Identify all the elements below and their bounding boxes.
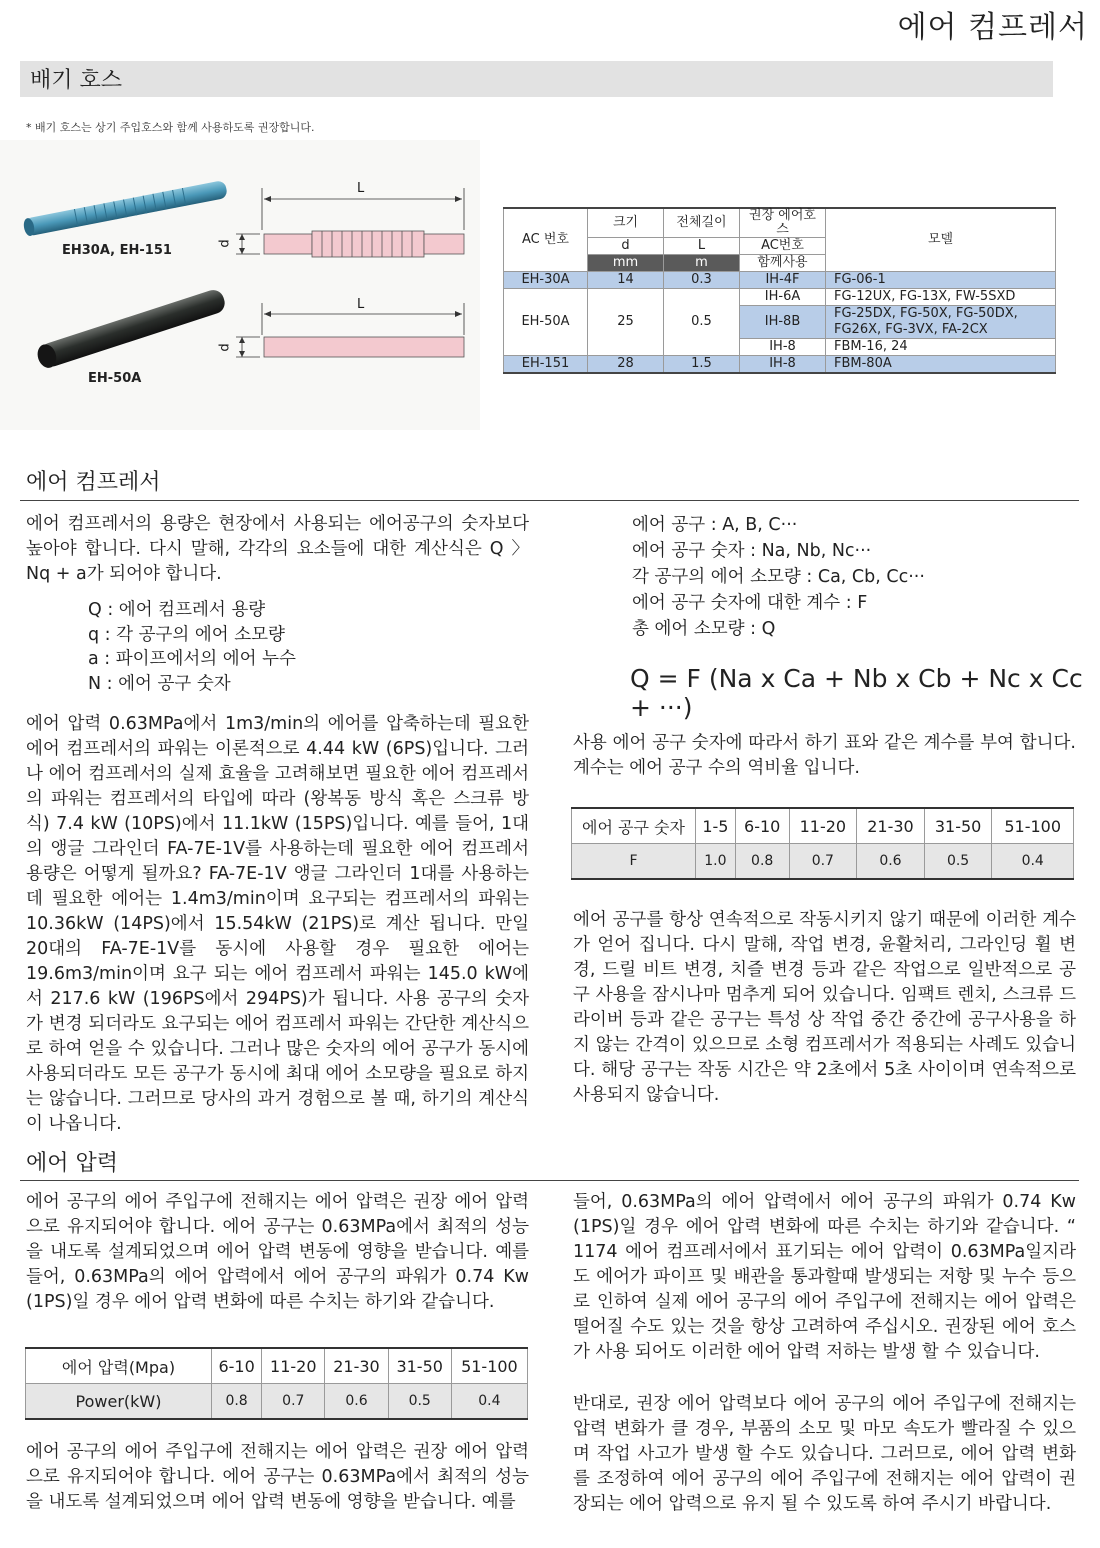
th-length: 전체길이 bbox=[664, 208, 740, 238]
coef-cell: 0.4 bbox=[992, 844, 1074, 880]
compressor-body: 에어 압력 0.63MPa에서 1m3/min의 에어를 압축하는데 필요한 에어 컴프레서의 파워는 이론적으로 4.44 kW (6PS)입니다. 그러나 에어 컴프레서의 실제 효율을 고려해보면 필요한 에어 컴프레서의 파워는 컴프레서의 타입에 따라 (왕복동 방식 혹은 스크류 방식) 7.4 kW (10PS)에서 11.1kW (15PS)입니다. 예를 들어, 1대의 앵글 그라인더 FA-7E-1V를 사용하는데 필요한 에어 컴프레서 용량은 어떻게 될까요? FA-7E-1V 앵글 그라인더 1대를 사용하는데 필요한 에어는 1.4m3/min이며 요구되는 컴프레서의 파워는 10.36kW (14PS)에서 15.54kW (21PS)로 계산 됩니다. 만일 20대의 FA-7E-1V를 동시에 사용할 경우 필요한 에어는 19.6m3/min이며 요구 되는 에어 컴프레서 파워는 145.0 kW에서 217.6 kW (196PS에서 294PS)가 됩니다. 사용 공구의 숫자가 변경 되더라도 요구되는 에어 컴프레서 파워는 간단한 계산식으로 하여 얻을 수 있습니다. 그러나 많은 숫자의 에어 공구가 동시에 사용되더라도 모든 공구가 동시에 최대 에어 소모량을 필요로 하지는 않습니다. 그러므로 당사의 과거 경험으로 볼 때, 하기의 계산식이 나옵니다. bbox=[26, 714, 529, 1134]
cell-ac: EH-151 bbox=[504, 356, 588, 374]
cell-hose: IH-6A bbox=[740, 289, 826, 306]
th-size-symbol: d bbox=[588, 238, 664, 255]
section-title-bar bbox=[20, 61, 1053, 97]
diagram-length-label: L bbox=[357, 181, 365, 196]
coef-row-label: F bbox=[572, 844, 696, 880]
cell-l: 1.5 bbox=[664, 356, 740, 374]
cell-ac: EH-50A bbox=[504, 289, 588, 356]
cell-model: FBM-16, 24 bbox=[826, 339, 1056, 356]
cell-model: FG-06-1 bbox=[826, 272, 1056, 289]
definition-item: Q : 에어 컴프레서 용량 bbox=[88, 600, 266, 620]
pressure-divider bbox=[20, 1180, 1079, 1181]
hose-caption-eh30a: EH30A, EH-151 bbox=[62, 243, 172, 258]
hose-photo-eh50a bbox=[28, 285, 233, 370]
pressure-head-cell: 21-30 bbox=[325, 1348, 388, 1384]
table-row bbox=[504, 289, 1056, 306]
compressor-divider bbox=[20, 500, 1079, 501]
coef-head-cell: 11-20 bbox=[789, 808, 857, 844]
pressure-paragraph-2: 에어 공구의 에어 주입구에 전해지는 에어 압력은 권장 에어 압력으로 유지되어야 합니다. 에어 공구는 0.63MPa에서 최적의 성능을 내도록 설계되었으며 에어 압력 변동에 영향을 받습니다. 예를 bbox=[26, 1442, 529, 1512]
cell-model: FG-12UX, FG-13X, FW-5SXD bbox=[826, 289, 1056, 306]
th-length-unit: m bbox=[664, 255, 740, 272]
coef-head-cell: 6-10 bbox=[735, 808, 789, 844]
pressure-paragraph-1: 에어 공구의 에어 주입구에 전해지는 에어 압력은 권장 에어 압력으로 유지되어야 합니다. 에어 공구는 0.63MPa에서 최적의 성능을 내도록 설계되었으며 에어 압력 변동에 영향을 받습니다. 예를들어, 0.63MPa의 에어 압력에서 에어 공구의 파워가 0.74 Kw (1PS)일 경우 에어 압력 변화에 따른 수치는 하기와 같습니다. bbox=[26, 1192, 529, 1312]
cell-model: FBM-80A bbox=[826, 356, 1056, 374]
coef-head-cell: 1-5 bbox=[696, 808, 736, 844]
coefficient-table bbox=[571, 807, 1074, 880]
cell-hose: IH-8 bbox=[740, 339, 826, 356]
th-length-symbol: L bbox=[664, 238, 740, 255]
diagram-length-label-2: L bbox=[357, 297, 365, 312]
cell-l: 0.3 bbox=[664, 272, 740, 289]
variable-item: 각 공구의 에어 소모량 : Ca, Cb, Cc··· bbox=[632, 567, 925, 587]
th-model: 모델 bbox=[826, 208, 1056, 272]
coef-cell: 1.0 bbox=[696, 844, 736, 880]
definition-item: a : 파이프에서의 에어 누수 bbox=[88, 649, 296, 669]
variable-list bbox=[632, 512, 925, 642]
hose-section-title: 배기 호스 bbox=[30, 68, 123, 93]
variable-item: 총 에어 소모량 : Q bbox=[632, 619, 776, 639]
pressure-row-label: Power(kW) bbox=[26, 1384, 212, 1420]
table-row bbox=[504, 356, 1056, 374]
coef-head-cell: 31-50 bbox=[924, 808, 992, 844]
pressure-paragraph-4: 반대로, 권장 에어 압력보다 에어 공구의 에어 주입구에 전해지는 압력 변화가 클 경우, 부품의 소모 및 마모 속도가 빨라질 수 있으며 작업 사고가 발생 할 수도 있습니다. 그러므로, 에어 압력 변화를 조정하여 에어 공구의 에어 주입구에 전해지는 에어 압력이 권장되는 에어 압력으로 유지 될 수 있도록 하여 주시기 바랍니다. bbox=[573, 1394, 1076, 1514]
cell-l: 0.5 bbox=[664, 289, 740, 356]
cell-ac: EH-30A bbox=[504, 272, 588, 289]
table-row bbox=[504, 272, 1056, 289]
hose-caption-eh50a: EH-50A bbox=[88, 371, 142, 386]
coef-head-cell: 21-30 bbox=[857, 808, 925, 844]
pressure-cell: 0.4 bbox=[451, 1384, 527, 1420]
pressure-head-cell: 6-10 bbox=[212, 1348, 262, 1384]
pressure-cell: 0.7 bbox=[262, 1384, 325, 1420]
compressor-intro: 에어 컴프레서의 용량은 현장에서 사용되는 에어공구의 숫자보다 높아야 합니다. 다시 말해, 각각의 요소들에 대한 계산식은 Q 〉 Nq + a가 되어야 합니다. bbox=[26, 514, 529, 584]
cell-d: 25 bbox=[588, 289, 664, 356]
cell-hose: IH-8 bbox=[740, 356, 826, 374]
hose-diagram-eh50a bbox=[222, 295, 477, 375]
variable-item: 에어 공구 : A, B, C··· bbox=[632, 515, 798, 535]
coef-cell: 0.7 bbox=[789, 844, 857, 880]
cell-hose: IH-4F bbox=[740, 272, 826, 289]
pressure-paragraph-3: 들어, 0.63MPa의 에어 압력에서 에어 공구의 파워가 0.74 Kw (1PS)일 경우 에어 압력 변화에 따른 수치는 하기와 같습니다. “ 1174 에어 컴프레서에서 표기되는 에어 압력이 0.63MPa일지라도 에어가 파이프 및 배관을 통과할때 발생되는 저항 및 누수 등으로 인하여 실제 에어 공구의 에어 주입구에 전해지는 에어 압력은 떨어질 수도 있는 것을 항상 고려하여 주십시오. 권장된 에어 호스가 사용 되어도 이러한 에어 압력 저하는 발생 할 수 있습니다. bbox=[573, 1192, 1076, 1362]
compressor-definitions bbox=[88, 598, 296, 696]
consumption-formula: Q = F (Na x Ca + Nb x Cb + Nc x Cc + ···) bbox=[630, 664, 1083, 722]
th-rec-1: 권장 에어호스 bbox=[740, 208, 826, 238]
diagram-diameter-label: d bbox=[217, 239, 233, 248]
compressor-heading: 에어 컴프레서 bbox=[26, 470, 161, 495]
variable-item: 에어 공구 숫자에 대한 계수 : F bbox=[632, 593, 868, 613]
page-title: 에어 컴프레서 bbox=[897, 10, 1088, 45]
diagram-diameter-label-2: d bbox=[217, 343, 233, 352]
variable-item: 에어 공구 숫자 : Na, Nb, Nc··· bbox=[632, 541, 872, 561]
pressure-cell: 0.5 bbox=[388, 1384, 451, 1420]
definition-item: q : 각 공구의 에어 소모량 bbox=[88, 624, 285, 645]
cell-model-line-1: FG-25DX, FG-50X, FG-50DX, bbox=[834, 306, 1018, 321]
cell-hose: IH-8B bbox=[740, 306, 826, 339]
th-size-unit: mm bbox=[588, 255, 664, 272]
coef-head-cell: 51-100 bbox=[992, 808, 1074, 844]
definition-item: N : 에어 공구 숫자 bbox=[88, 673, 231, 694]
hose-note: * 배기 호스는 상기 주입호스와 함께 사용하도록 권장합니다. bbox=[26, 121, 315, 134]
hose-spec-table bbox=[503, 207, 1056, 374]
pressure-cell: 0.6 bbox=[325, 1384, 388, 1420]
coefficient-explanation: 에어 공구를 항상 연속적으로 작동시키지 않기 때문에 이러한 계수가 얻어 집니다. 다시 말해, 작업 변경, 윤활처리, 그라인딩 휠 변경, 드릴 비트 변경, 치즐 변경 등과 같은 작업으로 일반적으로 공구 사용을 잠시나마 멈추게 되어 있습니다. 임팩트 렌치, 스크류 드라이버 등과 같은 공구는 특성 상 작업 중간 중간에 공구사용을 하지 않는 간격이 있으므로 소형 컴프레서가 적용되는 사례도 있습니다. 해당 공구는 작동 시간은 약 2초에서 5초 사이이며 연속적으로 사용되지 않습니다. bbox=[573, 910, 1076, 1105]
pressure-head-cell: 11-20 bbox=[262, 1348, 325, 1384]
cell-d: 14 bbox=[588, 272, 664, 289]
coef-cell: 0.5 bbox=[924, 844, 992, 880]
coef-cell: 0.8 bbox=[735, 844, 789, 880]
cell-model-line-2: FG26X, FG-3VX, FA-2CX bbox=[834, 322, 988, 337]
th-rec-3: 함께사용 bbox=[740, 255, 826, 272]
hose-photo-eh30a bbox=[15, 175, 240, 240]
th-ac-number: AC 번호 bbox=[504, 208, 588, 272]
pressure-head-cell: 51-100 bbox=[451, 1348, 527, 1384]
pressure-table bbox=[25, 1347, 528, 1420]
pressure-head-label: 에어 압력(Mpa) bbox=[26, 1348, 212, 1384]
th-size: 크기 bbox=[588, 208, 664, 238]
coef-cell: 0.6 bbox=[857, 844, 925, 880]
hose-diagram-eh30a bbox=[222, 180, 477, 260]
pressure-heading: 에어 압력 bbox=[26, 1151, 119, 1176]
pressure-head-cell: 31-50 bbox=[388, 1348, 451, 1384]
th-rec-2: AC번호 bbox=[740, 238, 826, 255]
coef-head-label: 에어 공구 숫자 bbox=[572, 808, 696, 844]
pressure-cell: 0.8 bbox=[212, 1384, 262, 1420]
cell-d: 28 bbox=[588, 356, 664, 374]
coefficient-text: 사용 에어 공구 숫자에 따라서 하기 표와 같은 계수를 부여 합니다. 계수는 에어 공구 수의 역비율 입니다. bbox=[573, 733, 1076, 778]
cell-model bbox=[826, 306, 1056, 339]
